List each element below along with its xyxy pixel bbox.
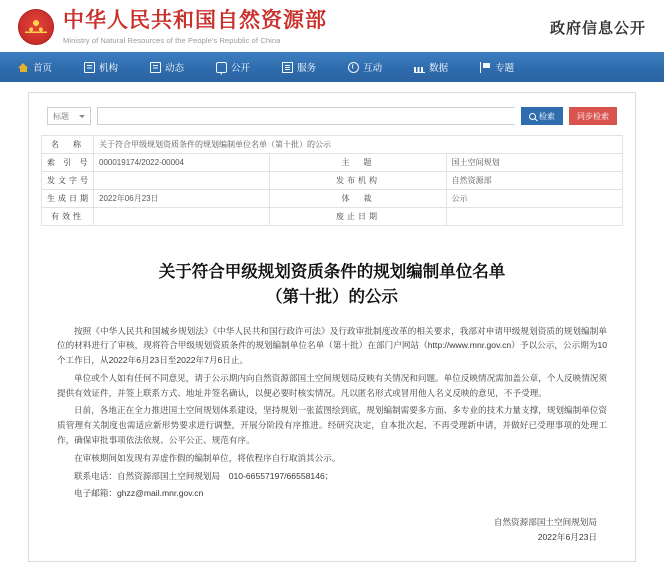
nav-item-label: 动态 [165, 63, 185, 74]
search-button[interactable] [521, 107, 563, 125]
content-card [28, 92, 636, 562]
chevron-down-icon [79, 115, 85, 118]
meta-label: 废止日期 [270, 208, 446, 226]
search-scope-select[interactable] [47, 107, 91, 125]
nav-item-service[interactable] [266, 52, 332, 82]
page-wrapper [0, 82, 664, 562]
document-paragraphs [57, 324, 607, 502]
meta-label: 主 题 [270, 154, 446, 172]
document-title-line1: 关于符合甲级规划资质条件的规划编制单位名单 [158, 262, 506, 281]
meta-value: 000019174/2022-00004 [94, 154, 270, 172]
meta-value: 关于符合甲级规划资质条件的规划编制单位名单（第十批）的公示 [94, 136, 623, 154]
meta-label: 生成日期 [42, 190, 94, 208]
meta-label: 名 称 [42, 136, 94, 154]
meta-value: 2022年06月23日 [94, 190, 270, 208]
meta-label: 体 裁 [270, 190, 446, 208]
flag-icon [480, 62, 491, 73]
site-header [0, 0, 664, 52]
document-paragraph: 在审核期间如发现有弄虚作假的编制单位，将依程序自行取消其公示。 [74, 452, 341, 463]
nav-item-label: 服务 [297, 63, 317, 74]
table-row [42, 208, 623, 226]
speech-icon [216, 62, 227, 73]
contact-phone-line: 联系电话：自然资源部国土空间规划局 010-66557197/66558146； [74, 470, 334, 481]
nav-item-disclosure[interactable] [200, 52, 266, 82]
home-icon [18, 62, 29, 73]
clear-search-button[interactable] [569, 107, 617, 125]
meta-value: 国土空间规划 [446, 154, 622, 172]
site-title-en: Ministry of Natural Resources of the People's Republic of China [63, 35, 281, 45]
nav-item-label: 公开 [231, 63, 251, 74]
document-paragraph: 按照《中华人民共和国城乡规划法》《中华人民共和国行政许可法》及行政审批制度改革的相关要求，我部对申请甲级规划资质的规划编制单位的材料进行了审核，现将符合甲级规划资质条件的规划编制单位名单（第十批）在部门户网站（http://www.mnr.gov.cn）予以公示，公示期为10个工作日，从2022年6月23日至2022年7月6日止。 [57, 325, 607, 366]
signature-date: 2022年6月23日 [537, 532, 597, 543]
signature-organization: 自然资源部国土空间规划局 [493, 517, 597, 528]
search-button-label: 检索 [539, 111, 555, 121]
meta-value: 自然资源部 [446, 172, 622, 190]
search-input[interactable] [97, 107, 515, 125]
document-paragraph: 日前，各地正在全力推进国土空间规划体系建设，坚持规划一张蓝图绘到底，规划编制需要多方面、多专业的技术力量支撑，规划编制单位资质管理有关制度也需适应新形势要求进行调整，开展分阶段有序推进。经研究决定，自本批次起，不再受理新申请，并做好已受理事项的处理工作，确保审批事项依法依规、公平公正、规范有序。 [57, 405, 607, 445]
search-icon [529, 113, 536, 120]
search-bar [41, 103, 623, 135]
meta-label: 有效性 [42, 208, 94, 226]
nav-item-label: 机构 [99, 63, 119, 74]
site-title-block [63, 9, 540, 44]
document-icon [282, 62, 293, 73]
nav-item-interaction[interactable] [332, 52, 398, 82]
meta-value [94, 208, 270, 226]
meta-label: 索 引 号 [42, 154, 94, 172]
meta-value [94, 172, 270, 190]
meta-value: 公示 [446, 190, 622, 208]
document-body [41, 226, 623, 545]
table-row [42, 136, 623, 154]
search-scope-value: 标题 [53, 111, 69, 121]
nav-item-home[interactable] [6, 52, 68, 82]
nav-item-organization[interactable] [68, 52, 134, 82]
clear-search-label: 同步检索 [577, 111, 609, 121]
meta-label: 发布机构 [270, 172, 446, 190]
table-row [42, 154, 623, 172]
document-signature [57, 515, 607, 545]
table-row [42, 172, 623, 190]
header-section-title: 政府信息公开 [549, 19, 646, 37]
page-title [57, 260, 607, 310]
building-icon [84, 62, 95, 73]
nav-item-label: 数据 [429, 63, 449, 74]
contact-email-line: 电子邮箱：ghzz@mail.mnr.gov.cn [74, 488, 204, 499]
interaction-icon [348, 62, 359, 73]
news-icon [150, 62, 161, 73]
site-title-cn: 中华人民共和国自然资源部 [63, 8, 327, 33]
meta-value [446, 208, 622, 226]
metadata-table [41, 135, 623, 226]
table-row [42, 190, 623, 208]
national-emblem-icon [18, 9, 54, 45]
nav-item-news[interactable] [134, 52, 200, 82]
main-navigation [0, 52, 664, 82]
nav-item-data[interactable] [398, 52, 464, 82]
document-paragraph: 单位或个人如有任何不同意见，请于公示期内向自然资源部国土空间规划局反映有关情况和问题。单位反映情况需加盖公章，个人反映情况须提供有效证件，并签上联系方式、地址并签名确认，以便必要时核实情况。凡以匿名形式或冒用他人名义反映的意见，不予受理。 [57, 372, 607, 398]
nav-item-label: 首页 [33, 63, 53, 74]
nav-item-topics[interactable] [464, 52, 530, 82]
chart-icon [414, 62, 425, 73]
nav-item-label: 专题 [495, 63, 515, 74]
nav-item-label: 互动 [363, 63, 383, 74]
meta-label: 发文字号 [42, 172, 94, 190]
document-title-line2: （第十批）的公示 [266, 286, 398, 306]
